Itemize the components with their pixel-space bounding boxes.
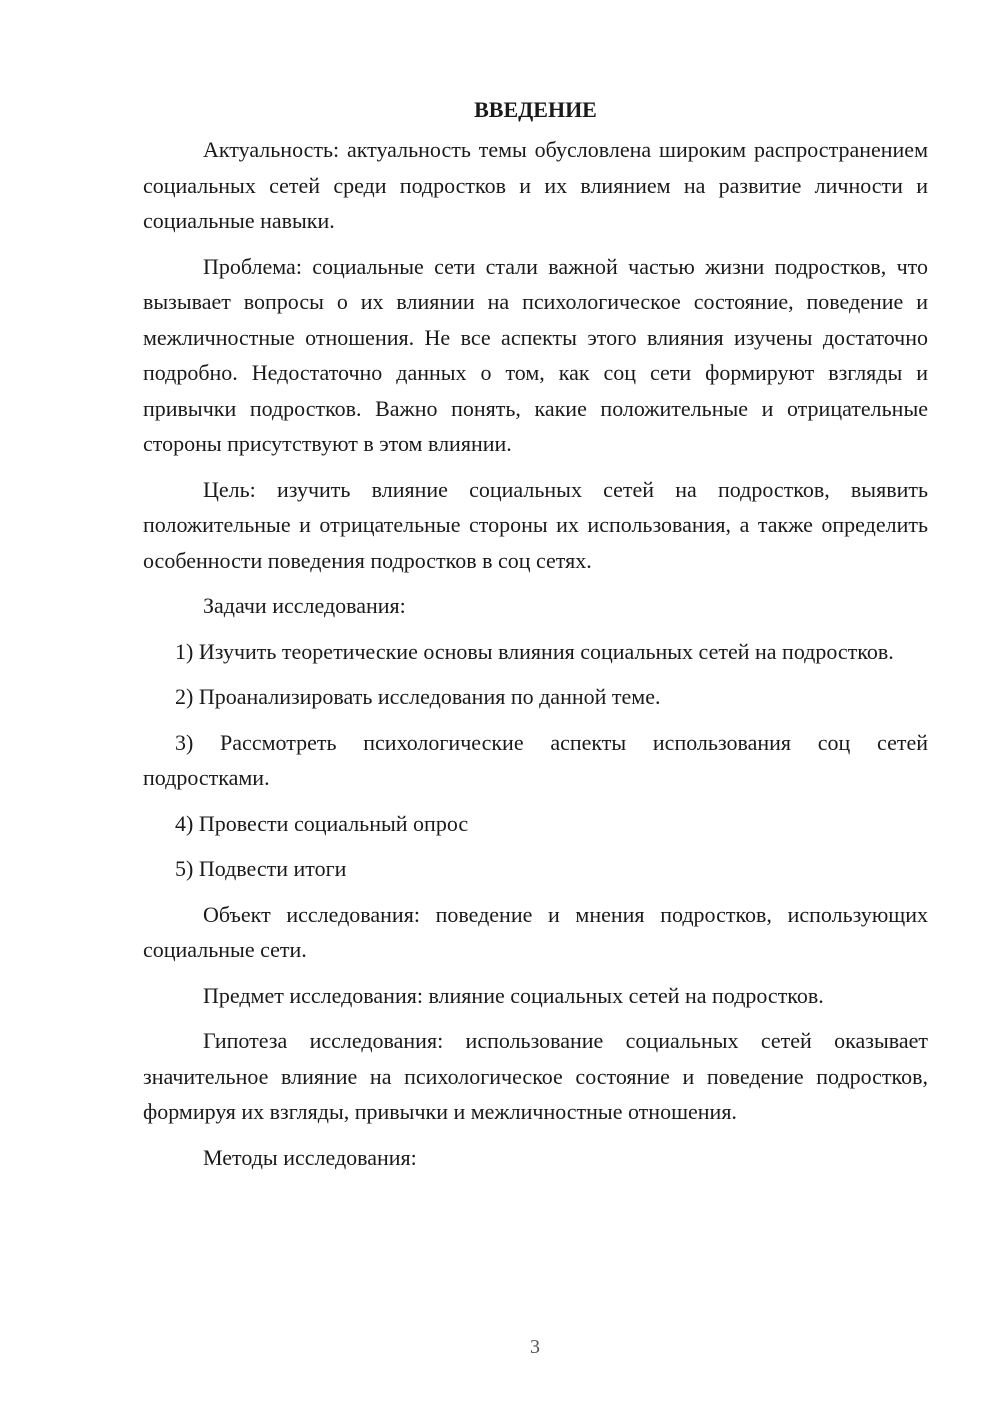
problem-paragraph: Проблема: социальные сети стали важной частью жизни подростков, что вызывает вопросы о их влиянии на психологическое состояние, поведение и межличностные отношения. Не все аспекты этого влияния изучены достаточно подробно. Недостаточно данных о том, как соц сети формируют взгляды и привычки подростков. Важно понять, какие положительные и отрицательные стороны присутствуют в этом влиянии. bbox=[143, 253, 928, 456]
object-paragraph: Объект исследования: поведение и мнения подростков, использующих социальные сети. bbox=[143, 901, 928, 962]
relevance-paragraph: Актуальность: актуальность темы обусловлена широким распространением социальных сетей среди подростков и их влиянием на развитие личности и социальные навыки. bbox=[143, 137, 928, 233]
section-heading: ВВЕДЕНИЕ bbox=[474, 97, 597, 122]
hypothesis-paragraph: Гипотеза исследования: использование социальных сетей оказывает значительное влияние на психологическое состояние и поведение подростков, формируя их взгляды, привычки и межличностные отношения. bbox=[143, 1028, 928, 1124]
methods-title: Методы исследования: bbox=[203, 1144, 417, 1170]
task-item-2: 2) Проанализировать исследования по данной теме. bbox=[175, 684, 661, 709]
task-item-1: 1) Изучить теоретические основы влияния социальных сетей на подростков. bbox=[175, 638, 894, 664]
page-number: 3 bbox=[530, 1336, 540, 1358]
task-item-3: 3) Рассмотреть психологические аспекты использования соц сетей подростками. bbox=[143, 729, 928, 790]
task-item-4: 4) Провести социальный опрос bbox=[175, 810, 469, 836]
tasks-title: Задачи исследования: bbox=[203, 593, 406, 618]
page-content bbox=[143, 92, 928, 1185]
subject-paragraph: Предмет исследования: влияние социальных сетей на подростков. bbox=[203, 982, 824, 1008]
task-item-5: 5) Подвести итоги bbox=[175, 856, 347, 881]
goal-paragraph: Цель: изучить влияние социальных сетей на подростков, выявить положительные и отрицательные стороны их использования, а также определить особенности поведения подростков в соц сетях. bbox=[143, 476, 928, 573]
